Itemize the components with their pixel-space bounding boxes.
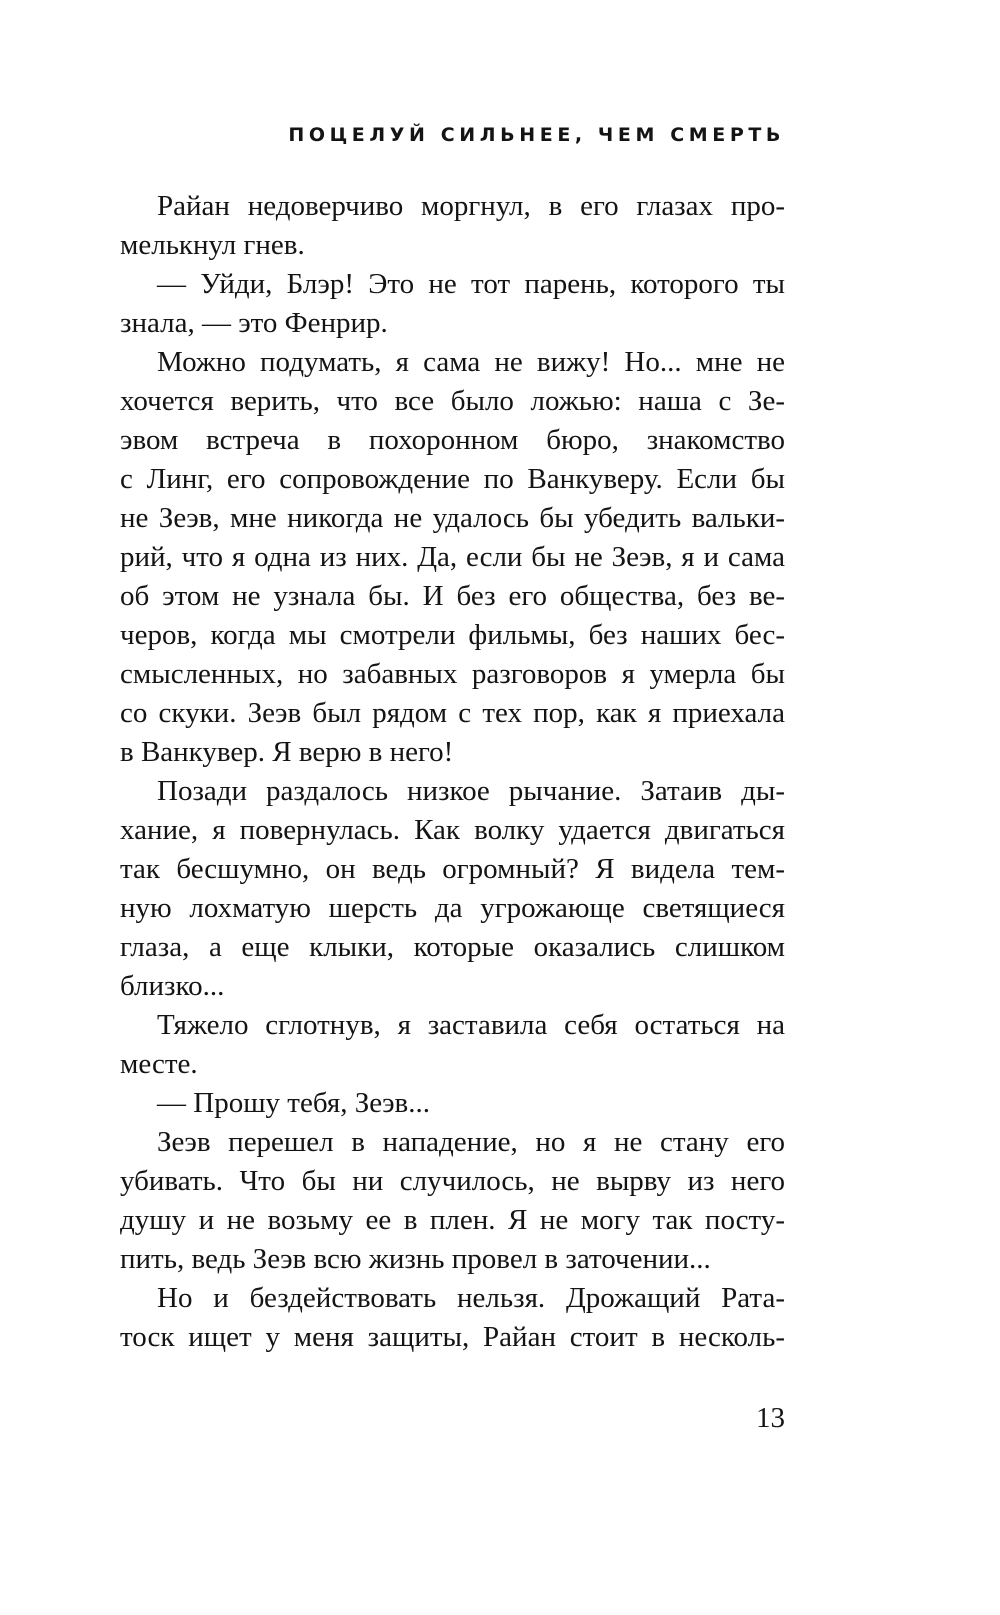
text-line: месте. (120, 1048, 198, 1080)
text-line: не Зеэв, мне никогда не удалось бы убедить вальки- (120, 502, 785, 534)
paragraph (120, 1123, 785, 1279)
text-line: глаза, а еще клыки, которые оказались слишком (120, 931, 785, 963)
paragraph (120, 1279, 785, 1357)
paragraph (120, 343, 785, 772)
text-line: близко... (120, 970, 225, 1002)
text-line: душу и не возьму ее в плен. Я не могу так посту- (120, 1204, 785, 1236)
text-line: тоск ищет у меня защиты, Райан стоит в несколь- (120, 1321, 785, 1353)
text-line: в Ванкувер. Я верю в него! (120, 736, 454, 768)
text-line: Позади раздалось низкое рычание. Затаив ды- (157, 775, 785, 807)
text-line: со скуки. Зеэв был рядом с тех пор, как я приехала (120, 697, 785, 729)
paragraph (120, 772, 785, 1006)
paragraph (120, 1006, 785, 1084)
text-line: Можно подумать, я сама не вижу! Но... мне не (157, 346, 785, 378)
text-line: эвом встреча в похоронном бюро, знакомство (120, 424, 785, 456)
text-line: рий, что я одна из них. Да, если бы не Зеэв, я и сама (120, 541, 785, 573)
text-line: ную лохматую шерсть да угрожающе светящиеся (120, 892, 785, 924)
text-line: знала, — это Фенрир. (120, 307, 388, 339)
text-line: Райан недоверчиво моргнул, в его глазах про- (157, 190, 785, 222)
text-line: с Линг, его сопровождение по Ванкуверу. Если бы (120, 463, 785, 495)
paragraph (120, 1084, 785, 1123)
page-number: 13 (756, 1402, 785, 1434)
text-line: об этом не узнала бы. И без его общества, без ве- (120, 580, 785, 612)
text-line: убивать. Что бы ни случилось, не вырву из него (120, 1165, 785, 1197)
body-text (120, 187, 785, 1357)
paragraph (120, 265, 785, 343)
text-line: Зеэв перешел в нападение, но я не стану его (157, 1126, 785, 1158)
text-line: хочется верить, что все было ложью: наша с Зе- (120, 385, 785, 417)
text-line: черов, когда мы смотрели фильмы, без наших бес- (120, 619, 785, 651)
text-line: — Прошу тебя, Зеэв... (157, 1087, 430, 1119)
running-head: ПОЦЕЛУЙ СИЛЬНЕЕ, ЧЕМ СМЕРТЬ (288, 124, 785, 146)
text-line: мелькнул гнев. (120, 229, 305, 261)
text-line: Тяжело сглотнув, я заставила себя остаться на (157, 1009, 785, 1041)
paragraph (120, 187, 785, 265)
text-line: хание, я повернулась. Как волку удается двигаться (120, 814, 785, 846)
text-line: пить, ведь Зеэв всю жизнь провел в заточении... (120, 1243, 711, 1275)
text-line: Но и бездействовать нельзя. Дрожащий Рата- (157, 1282, 785, 1314)
text-line: смысленных, но забавных разговоров я умерла бы (120, 658, 785, 690)
text-line: так бесшумно, он ведь огромный? Я видела тем- (120, 853, 785, 885)
text-line: — Уйди, Блэр! Это не тот парень, которого ты (157, 268, 785, 300)
